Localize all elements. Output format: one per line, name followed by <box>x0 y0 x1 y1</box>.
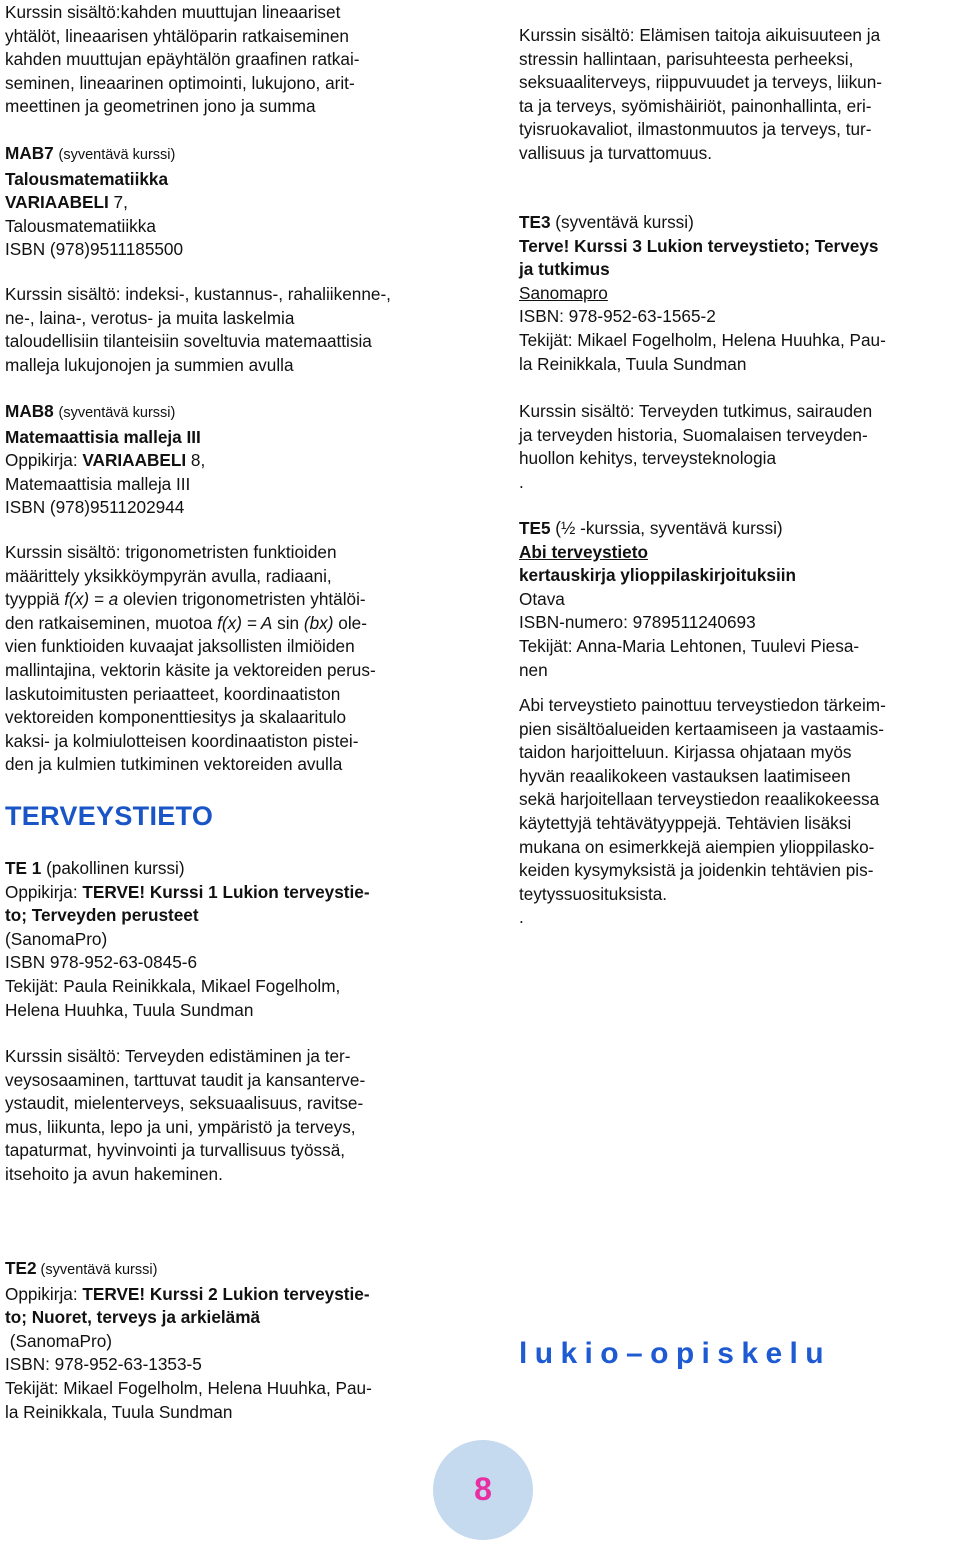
authors: la Reinikkala, Tuula Sundman <box>519 353 747 374</box>
course-type: (syventävä kurssi) <box>550 212 694 232</box>
text-line: seksuaaliterveys, riippuvuudet ja terveys, liikun- <box>519 72 883 93</box>
course-te3 <box>519 211 957 376</box>
course-type: (½ -kurssia, syventävä kurssi) <box>550 518 783 538</box>
text-line: Kurssin sisältö: Elämisen taitoja aikuisuuteen ja <box>519 25 881 45</box>
authors: la Reinikkala, Tuula Sundman <box>5 1401 233 1422</box>
isbn: ISBN 978-952-63-0845-6 <box>5 952 198 973</box>
formula: f(x) = A <box>217 612 273 633</box>
text-line: käytettyjä tehtävätyyppejä. Tehtävien lisäksi <box>519 812 852 833</box>
text-line: tapaturmat, hyvinvointi ja turvallisuus työssä, <box>5 1140 346 1161</box>
text-line: teytyssuosituksista. <box>519 883 668 904</box>
text-line: ne-, laina-, verotus- ja muita laskelmia <box>5 307 295 328</box>
text-line: . <box>519 471 524 492</box>
text-line: vallisuus ja turvattomuus. <box>519 142 712 163</box>
text-line: malleja lukujonojen ja summien avulla <box>5 354 294 375</box>
course-code: TE 1 <box>5 858 42 878</box>
course-mab8 <box>5 400 475 520</box>
course-type: (syventävä kurssi) <box>36 1262 158 1278</box>
text-line: Kurssin sisältö: trigonometristen funktioiden <box>5 542 337 562</box>
te2-content-text <box>519 24 957 166</box>
text-line: keiden kysymyksistä ja joidenkin tehtävien pis- <box>519 860 874 881</box>
text-line: itsehoito ja avun hakeminen. <box>5 1163 223 1184</box>
text-line: laskutoimitusten periaatteet, koordinaatiston <box>5 683 341 704</box>
publisher: Otava <box>519 588 565 609</box>
book-title-link[interactable]: Abi terveystieto <box>519 541 648 562</box>
authors: nen <box>519 659 548 680</box>
text-line: ja terveyden historia, Suomalaisen terveyden- <box>519 424 868 445</box>
book-title: to; Nuoret, terveys ja arkielämä <box>5 1307 261 1328</box>
book-title: Terve! Kurssi 3 Lukion terveystieto; Terveys <box>519 235 879 256</box>
book-subtitle: kertauskirja ylioppilaskirjoituksiin <box>519 565 797 586</box>
text-line: mus, liikunta, lepo ja uni, ympäristö ja terveys, <box>5 1116 356 1137</box>
section-heading-terveystieto: TERVEYSTIETO <box>5 801 214 831</box>
course-te2 <box>5 1257 475 1424</box>
text-line: kaksi- ja kolmiulotteisen koordinaatiston pistei- <box>5 730 359 751</box>
text-line: stressin hallintaan, parisuhteesta perheeksi, <box>519 48 854 69</box>
book-title: to; Terveyden perusteet <box>5 905 199 926</box>
isbn: ISBN (978)9511185500 <box>5 239 184 260</box>
page-number-badge <box>433 1440 533 1540</box>
book-title: VARIAABELI <box>82 450 187 471</box>
text-line: mallintajina, vektorin käsite ja vektoreiden perus- <box>5 659 376 680</box>
text-line: taloudellisiin tilanteisiin soveltuvia matemaattisia <box>5 331 372 352</box>
isbn: ISBN: 978-952-63-1353-5 <box>5 1354 202 1375</box>
book-title: TERVE! Kurssi 2 Lukion terveystie- <box>82 1283 370 1304</box>
page-number: 8 <box>474 1471 492 1508</box>
text-line: määrittely yksikköympyrän avulla, radiaani, <box>5 565 332 586</box>
te5-content-text <box>519 694 957 930</box>
text-line: veysosaaminen, tarttuvat taudit ja kansanterve- <box>5 1069 366 1090</box>
course-title: Talousmatematiikka <box>5 168 169 189</box>
isbn: ISBN-numero: 9789511240693 <box>519 612 756 633</box>
text-line: sekä harjoitellaan terveystiedon reaalikokeessa <box>519 789 880 810</box>
book-subtitle: Talousmatematiikka <box>5 215 156 236</box>
text-line: den ja kulmien tutkiminen vektoreiden avulla <box>5 754 343 775</box>
book-title: ja tutkimus <box>519 259 610 280</box>
text-line: ystaudit, mielenterveys, seksuaalisuus, ravitse- <box>5 1093 364 1114</box>
text-line: yhtälöt, lineaarisen yhtälöparin ratkaiseminen <box>5 25 349 46</box>
text-line: hyvän reaalikokeen vastauksen laatimiseen <box>519 765 851 786</box>
authors: Tekijät: Mikael Fogelholm, Helena Huuhka, Pau- <box>5 1377 372 1398</box>
book-label: Oppikirja: <box>5 1283 83 1304</box>
formula: f(x) = a <box>64 589 119 610</box>
isbn: ISBN (978)9511202944 <box>5 497 185 518</box>
book-number: 8, <box>186 450 206 471</box>
course-type: (syventävä kurssi) <box>58 405 176 421</box>
text-line: Kurssin sisältö: indeksi-, kustannus-, rahaliikenne-, <box>5 284 391 304</box>
text-line: meettinen ja geometrinen jono ja summa <box>5 96 316 117</box>
text-line: Abi terveystieto painottuu terveystiedon tärkeim- <box>519 695 886 715</box>
te1-content-text <box>5 1045 475 1187</box>
publisher-link[interactable]: Sanomapro <box>519 282 608 303</box>
text-line: Kurssin sisältö: Terveyden tutkimus, sairauden <box>519 401 873 421</box>
text-line: vien funktioiden kuvaajat jaksollisten ilmiöiden <box>5 636 355 657</box>
publisher: (SanomaPro) <box>5 1330 112 1351</box>
course-te1 <box>5 857 475 1022</box>
course-code: MAB8 <box>5 401 54 421</box>
course-mab7 <box>5 142 475 262</box>
te3-content-text <box>519 400 957 494</box>
text-line: . <box>519 907 524 928</box>
slogan-lukio-opiskelu: lukio–opiskelu <box>519 1337 831 1370</box>
text-line: seminen, lineaarinen optimointi, lukujono, arit- <box>5 72 355 93</box>
text-line: vektoreiden komponenttiesitys ja skalaaritulo <box>5 707 347 728</box>
text-line: kahden muuttujan epäyhtälön graafinen ratkai- <box>5 49 360 70</box>
course-type: (pakollinen kurssi) <box>41 858 185 878</box>
authors: Tekijät: Paula Reinikkala, Mikael Fogelholm, <box>5 975 341 996</box>
course-title: Matemaattisia malleja III <box>5 426 201 447</box>
text-line: huollon kehitys, terveysteknologia <box>519 448 777 469</box>
isbn: ISBN: 978-952-63-1565-2 <box>519 306 716 327</box>
course-type: (syventävä kurssi) <box>58 147 176 163</box>
formula: (bx) <box>303 612 334 633</box>
text-line: ta ja terveys, syömishäiriöt, painonhallinta, eri- <box>519 95 872 116</box>
book-title: TERVE! Kurssi 1 Lukion terveystie- <box>82 881 370 902</box>
book-number: 7, <box>108 192 128 213</box>
mab7-content-text <box>5 283 475 377</box>
course-code: TE3 <box>519 212 551 232</box>
book-label: Oppikirja: <box>5 881 83 902</box>
text-line: pien sisältöalueiden kertaamiseen ja vastaamis- <box>519 718 884 739</box>
book-subtitle: Matemaattisia malleja III <box>5 473 191 494</box>
text-line: taidon harjoitteluun. Kirjassa ohjataan myös <box>519 742 852 763</box>
text-line: mukana on esimerkkejä aiempien ylioppilasko- <box>519 836 875 857</box>
mab8-content-text: Kurssin sisältö: trigonometristen funktioiden määrittely yksikköympyrän avulla, radiaani, tyyppiä f(x) = a olevien trigonometristen yhtälöi- den ratkaiseminen, muotoa f(x) = A sin (bx) ole- vien funktioiden kuvaajat jaksollisten ilmiöiden mallintajina, vektorin käsite ja vektoreiden perus- laskutoimitusten periaatteet, koordinaatiston vektoreiden komponenttiesitys ja skalaaritulo kaksi- ja kolmiulotteisen koordinaatiston pistei- den ja kulmien tutkiminen vektoreiden avulla <box>5 541 475 777</box>
book-label: Oppikirja: <box>5 450 83 471</box>
authors: Tekijät: Anna-Maria Lehtonen, Tuulevi Piesa- <box>519 635 860 656</box>
text-line: tyisruokavaliot, ilmastonmuutos ja terveys, tur- <box>519 119 872 140</box>
course-code: TE5 <box>519 518 551 538</box>
text-line: Kurssin sisältö:kahden muuttujan lineaariset <box>5 2 341 22</box>
authors: Tekijät: Mikael Fogelholm, Helena Huuhka, Pau- <box>519 329 886 350</box>
text-line: Kurssin sisältö: Terveyden edistäminen ja ter- <box>5 1046 351 1066</box>
book-title: VARIAABELI <box>5 192 109 213</box>
course-code: MAB7 <box>5 143 54 163</box>
mab6-content-text <box>5 1 475 119</box>
publisher: (SanomaPro) <box>5 928 108 949</box>
authors: Helena Huuhka, Tuula Sundman <box>5 999 254 1020</box>
course-te5 <box>519 517 957 682</box>
course-code: TE2 <box>5 1258 37 1278</box>
